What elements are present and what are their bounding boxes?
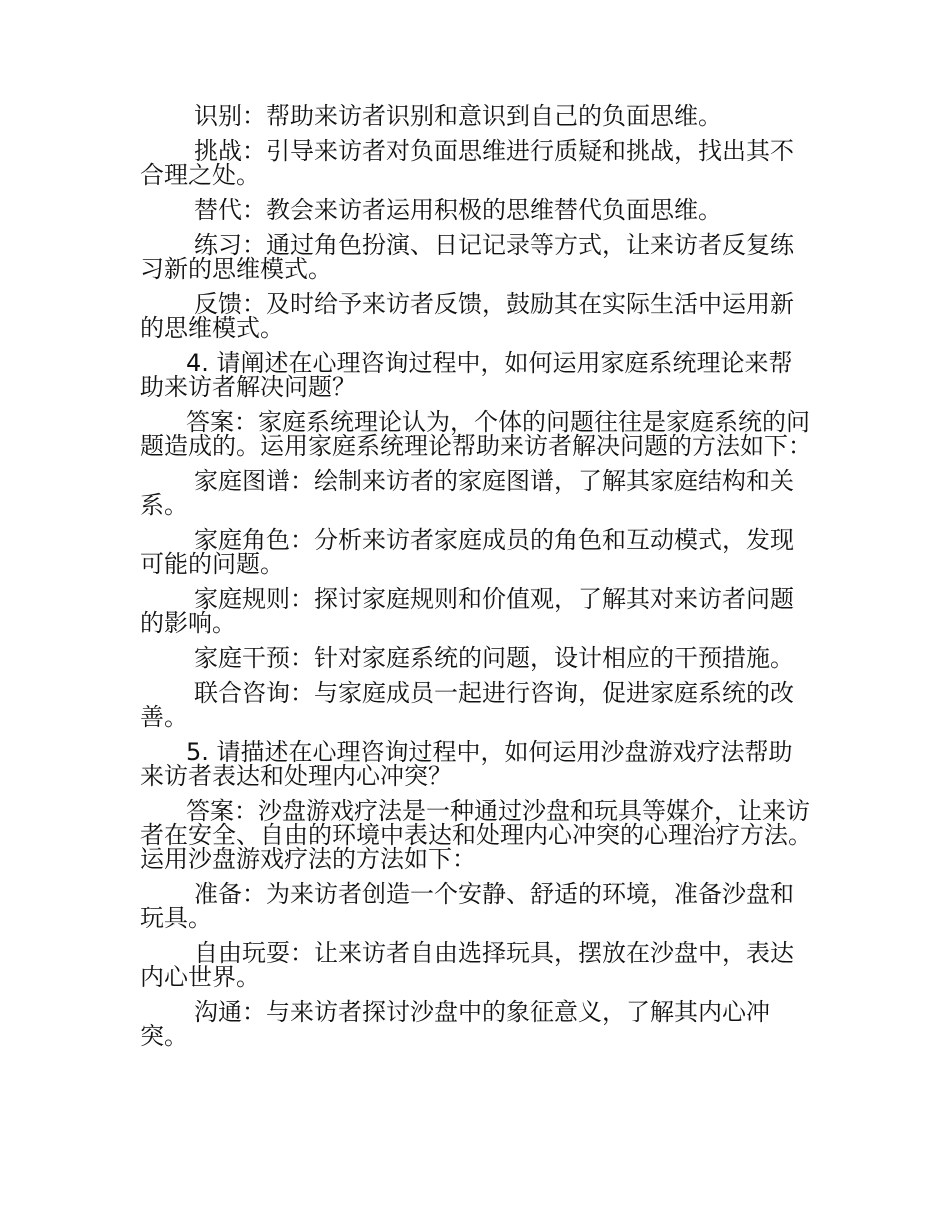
list-item-communicate: 沟通：与来访者探讨沙盘中的象征意义，了解其内心冲突。 xyxy=(140,998,770,1050)
list-item-family-rules: 家庭规则：探讨家庭规则和价值观，了解其对来访者问题的影响。 xyxy=(140,585,794,637)
list-item-prepare: 准备：为来访者创造一个安静、舒适的环境，准备沙盘和玩具。 xyxy=(140,880,794,932)
list-item-feedback: 反馈：及时给予来访者反馈，鼓励其在实际生活中运用新的思维模式。 xyxy=(140,290,794,342)
document-body xyxy=(140,104,812,1059)
list-item-challenge: 挑战：引导来访者对负面思维进行质疑和挑战，找出其不合理之处。 xyxy=(140,137,794,189)
list-item-family-intervention: 家庭干预：针对家庭系统的问题，设计相应的干预措施。 xyxy=(194,644,794,672)
list-item-family-map: 家庭图谱：绘制来访者的家庭图谱，了解其家庭结构和关系。 xyxy=(140,467,794,519)
list-item-joint-counseling: 联合咨询：与家庭成员一起进行咨询，促进家庭系统的改善。 xyxy=(140,679,794,731)
answer-5: 答案：沙盘游戏疗法是一种通过沙盘和玩具等媒介，让来访者在安全、自由的环境中表达和处理内心冲突的心理治疗方法。运用沙盘游戏疗法的方法如下： xyxy=(140,797,812,873)
question-5: 5. 请描述在心理咨询过程中，如何运用沙盘游戏疗法帮助来访者表达和处理内心冲突？ xyxy=(140,738,793,790)
list-item-family-roles: 家庭角色：分析来访者家庭成员的角色和互动模式，发现可能的问题。 xyxy=(140,526,794,578)
list-item-practice: 练习：通过角色扮演、日记记录等方式，让来访者反复练习新的思维模式。 xyxy=(140,231,794,283)
list-item-identify: 识别：帮助来访者识别和意识到自己的负面思维。 xyxy=(194,102,722,130)
list-item-replace: 替代：教会来访者运用积极的思维替代负面思维。 xyxy=(194,196,722,224)
list-item-free-play: 自由玩耍：让来访者自由选择玩具，摆放在沙盘中，表达内心世界。 xyxy=(140,939,794,991)
answer-4: 答案：家庭系统理论认为，个体的问题往往是家庭系统的问题造成的。运用家庭系统理论帮助来访者解决问题的方法如下： xyxy=(140,408,812,460)
question-4: 4. 请阐述在心理咨询过程中，如何运用家庭系统理论来帮助来访者解决问题？ xyxy=(140,349,793,401)
